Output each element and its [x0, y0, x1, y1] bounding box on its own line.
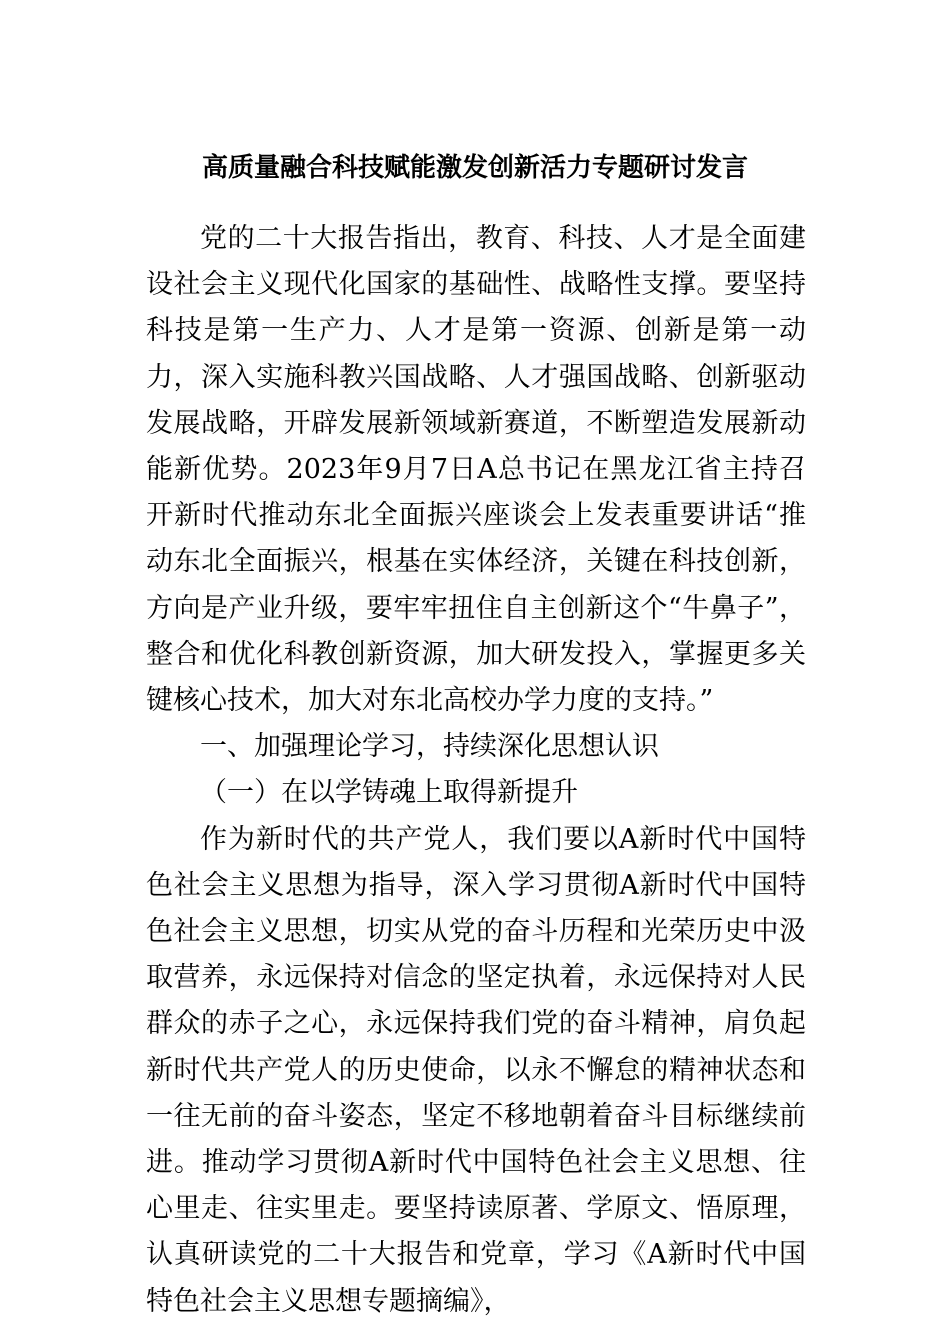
paragraph-intro: 党的二十大报告指出，教育、科技、人才是全面建设社会主义现代化国家的基础性、战略性支撑。要坚持科技是第一生产力、人才是第一资源、创新是第一动力，深入实施科教兴国战略、人才强国战略、创新驱动发展战略，开辟发展新领域新赛道，不断塑造发展新动能新优势。2023年9月7日A总书记在黑龙江省主持召开新时代推动东北全面振兴座谈会上发表重要讲话“推动东北全面振兴，根基在实体经济，关键在科技创新，方向是产业升级，要牢牢扭住自主创新这个“牛鼻子”，整合和优化科教创新资源，加大研发投入，掌握更多关键核心技术，加大对东北高校办学力度的支持。” — [146, 223, 806, 717]
section-heading-1: 一、加强理论学习，持续深化思想认识 — [200, 731, 659, 763]
document-body — [146, 216, 806, 1325]
subsection-heading-1: （一）在以学铸魂上取得新提升 — [200, 777, 578, 809]
document-title: 高质量融合科技赋能激发创新活力专题研讨发言 — [201, 153, 748, 183]
paragraph-subsection-1: 作为新时代的共产党人，我们要以A新时代中国特色社会主义思想为指导，深入学习贯彻A新时代中国特色社会主义思想，切实从党的奋斗历程和光荣历史中汲取营养，永远保持对信念的坚定执着，永远保持对人民群众的赤子之心，永远保持我们党的奋斗精神，肩负起新时代共产党人的历史使命，以永不懈怠的精神状态和一往无前的奋斗姿态，坚定不移地朝着奋斗目标继续前进。推动学习贯彻A新时代中国特色社会主义思想、往心里走、往实里走。要坚持读原著、学原文、悟原理，认真研读党的二十大报告和党章，学习《A新时代中国特色社会主义思想专题摘编》， — [146, 823, 806, 1317]
